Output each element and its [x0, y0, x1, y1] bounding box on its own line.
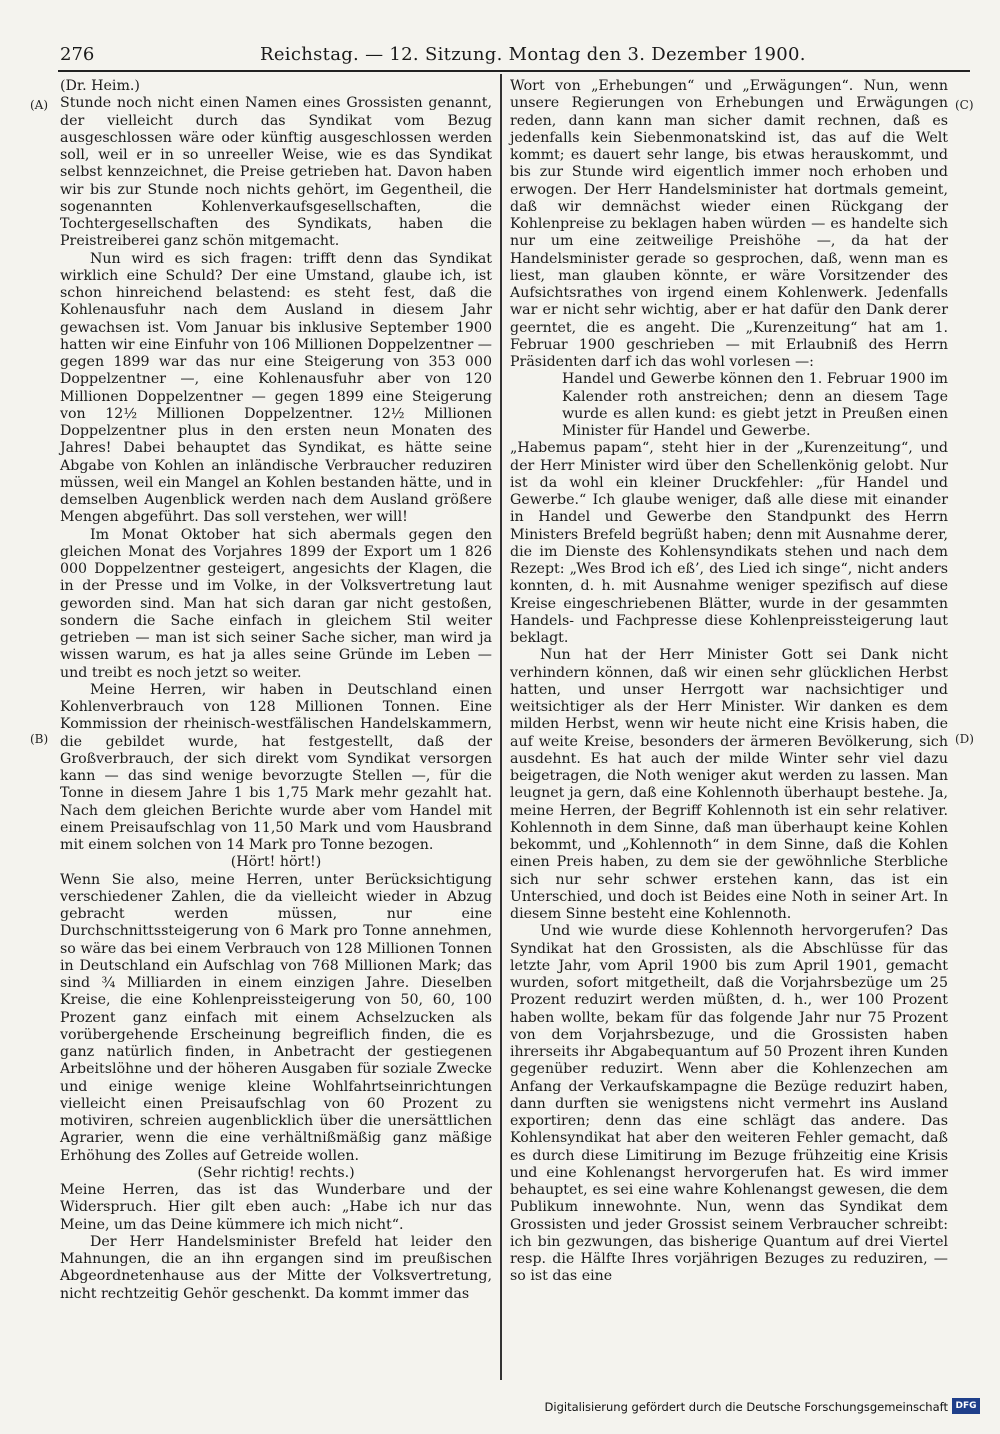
interjection: (Hört! hört!) — [230, 854, 322, 871]
page-number: 276 — [60, 44, 95, 65]
margin-marker-b: (B) — [30, 732, 49, 746]
paragraph: Der Herr Handelsminister Brefeld hat leider den Mahnungen, die an ihn ergangen sind im preußischen Abgeordnetenhause aus der Mitte der Volksvertretung, nicht rechtzeitig Gehör geschenkt. Da kommt immer das — [60, 1233, 492, 1302]
paragraph: Nun hat der Herr Minister Gott sei Dank nicht verhindern können, daß wir einen sehr glücklichen Herbst hatten, und unser Herrgott war nachsichtiger und weitsichtiger als der Herr Minister. Wir danken es dem milden Herbst, wenn wir heute nicht eine Krisis haben, die auf weite Kreise, besonders der ärmeren Bevölkerung, sich ausdehnt. Es hat auch der milde Winter sehr viel dazu beigetragen, die Noth weniger akut werden zu lassen. Man leugnet ja gern, daß eine Kohlennoth überhaupt bestehe. Ja, meine Herren, der Begriff Kohlennoth ist ein sehr relativer. Kohlennoth in dem Sinne, daß man überhaupt keine Kohlen bekommt, und „Kohlennoth“ in dem Sinne, daß die Kohlen einen Preis haben, zu dem sie der gewöhnliche Sterbliche sich nur sehr schwer erstehen kann, das ist ein Unterschied, und doch ist Beides eine Noth in seiner Art. In diesem Sinne besteht eine Kohlennoth. — [510, 647, 948, 922]
block-quote: Handel und Gewerbe können den 1. Februar 1900 im Kalender roth anstreichen; denn an diesem Tage wurde es allen kund: es giebt jetzt in Preußen einen Minister für Handel und Gewerbe. — [562, 371, 948, 439]
running-head: Reichstag. — 12. Sitzung. Montag den 3. Dezember 1900. — [260, 44, 806, 65]
paragraph: Im Monat Oktober hat sich abermals gegen den gleichen Monat des Vorjahres 1899 der Export um 1 826 000 Doppelzentner gesteigert, angesichts der Klagen, die in der Presse und im Volke, in der Volksvertretung laut geworden sind. Man hat sich daran gar nicht gestoßen, sondern die Sache einfach in gleichem Stil weiter getrieben — man ist sich seiner Sache sicher, man wird ja wissen warum, es hat ja alles seine Gründe im Leben — und treibt es noch jetzt so weiter. — [60, 526, 492, 681]
digitization-credit — [544, 1398, 980, 1418]
dfg-logo: DFG — [952, 1398, 980, 1414]
interjection: (Sehr richtig! rechts.) — [197, 1164, 355, 1181]
speaker-label: (Dr. Heim.) — [60, 78, 140, 94]
header-rule — [58, 70, 970, 72]
credit-text: Digitalisierung gefördert durch die Deutsche Forschungsgemeinschaft — [544, 1400, 948, 1414]
paragraph: Meine Herren, das ist das Wunderbare und der Widerspruch. Hier gilt eben auch: „Habe ich nur das Meine, um das Deine kümmere ich mich nicht“. — [60, 1182, 492, 1233]
paragraph: „Habemus papam“, steht hier in der „Kurenzeitung“, und der Herr Minister wird über den Schellenkönig gelobt. Nur ist da wohl ein kleiner Druckfehler: „für Handel und Gewerbe.“ Ich glaube weniger, daß alle diese mit einander in Handel und Gewerbe den Standpunkt des Herrn Ministers Brefeld begrüßt haben; denn mit Ausnahme derer, die im Dienste des Kohlensyndikats stehen und nach dem Rezept: „Wes Brod ich eß’, des Lied ich singe“, nicht anders konnten, d. h. mit Ausnahme weniger spezifisch auf diese Kreise eingeschriebenen Blätter, wurde in der gesammten Handels- und Fachpresse diese Kohlenpreissteigerung laut beklagt. — [510, 440, 948, 646]
right-column — [510, 78, 948, 1286]
paragraph: Meine Herren, wir haben in Deutschland einen Kohlenverbrauch von 128 Millionen Tonnen. Eine Kommission der rheinisch-westfälischen Handelskammern, die gebildet wurde, hat festgestellt, daß der Großverbrauch, der sich direkt vom Syndikat versorgen kann — das sind wenige bevorzugte Stellen —, für die Tonne in diesem Jahre 1 bis 1,75 Mark mehr gezahlt hat. Nach dem gleichen Berichte wurde aber vom Handel mit einem Preisaufschlag von 11,50 Mark und vom Hausbrand mit einem solchen von 14 Mark pro Tonne bezogen. — [60, 681, 492, 853]
margin-marker-c: (C) — [955, 98, 974, 112]
margin-marker-d: (D) — [955, 732, 974, 746]
paragraph: Nun wird es sich fragen: trifft denn das Syndikat wirklich eine Schuld? Der eine Umstand, glaube ich, ist schon hinreichend belastend: es steht fest, daß die Kohlenausfuhr nach dem Ausland in diesem Jahr gewachsen ist. Vom Januar bis inklusive September 1900 hatten wir eine Einfuhr von 106 Millionen Doppelzentner — gegen 1899 war das nur eine Steigerung von 353 000 Doppelzentner —, eine Kohlenausfuhr aber von 120 Millionen Doppelzentner — gegen 1899 eine Steigerung von 12½ Millionen Doppelzentner. 12½ Millionen Doppelzentner plus in den ersten neun Monaten des Jahres! Dabei behauptet das Syndikat, es hätte seine Abgabe von Kohlen an inländische Verbraucher reduziren müssen, weil ein Mangel an Kohlen bestanden hätte, und in demselben Augenblick werden nach dem Ausland größere Mengen abgeführt. Das soll verstehen, wer will! — [60, 250, 492, 526]
paragraph: Wort von „Erhebungen“ und „Erwägungen“. Nun, wenn unsere Regierungen von Erhebungen und Erwägungen reden, dann kann man sicher damit rechnen, daß es jedenfalls kein Siebenmonatskind ist, das auf die Welt kommt; es dauert sehr lange, bis etwas herauskommt, und bis zur Stunde wird eigentlich immer noch erhoben und erwogen. Der Herr Handelsminister hat dortmals gemeint, daß wir demnächst wieder einen Rückgang der Kohlenpreise zu beklagen haben würden — es handelte sich nur um eine zeitweilige Preishöhe —, da hat der Handelsminister gerade so gesprochen, daß, wenn man es liest, man glauben könnte, er wäre Vorsitzender des Aufsichtsrathes von irgend einem Kohlenwerk. Jedenfalls war er nicht sehr wichtig, aber er hat dafür den Dank derer geerntet, die es angeht. Die „Kurenzeitung“ hat am 1. Februar 1900 geschrieben — mit Erlaubniß des Herrn Präsidenten darf ich das wohl vorlesen —: — [510, 78, 948, 370]
column-divider — [500, 74, 502, 1380]
left-column — [60, 78, 492, 1303]
paragraph: Und wie wurde diese Kohlennoth hervorgerufen? Das Syndikat hat den Grossisten, als die Abschlüsse für das letzte Jahr, vom April 1900 bis zum April 1901, gemacht wurden, sofort mitgetheilt, daß die Vorjahrsbezüge um 25 Prozent reduzirt werden müßten, d. h., wer 100 Prozent haben wollte, bekam für das folgende Jahr nur 75 Prozent von dem Vorjahrsbezuge, und die Grossisten haben ihrerseits ihr Abgabequantum auf 50 Prozent ihren Kunden gegenüber reduzirt. Wenn aber die Kohlenzechen am Anfang der Verkaufskampagne die Bezüge reduzirt haben, dann durften sie wenigstens nicht vermehrt ins Ausland exportiren; denn das eine schlägt das andere. Das Kohlensyndikat hat aber den weiteren Fehler gemacht, daß es durch diese Limitirung im Bezuge frühzeitig eine Krisis und eine Kohlenangst hervorgerufen hat. Es wird immer behauptet, es sei eine wahre Kohlenangst gewesen, die dem Publikum innewohnte. Nun, wenn das Syndikat dem Grossisten und jeder Grossist seinem Verbraucher schreibt: ich bin gezwungen, das bisherige Quantum auf drei Viertel resp. die Hälfte Ihres vorjährigen Bezuges zu reduziren, — so ist das eine — [510, 923, 948, 1285]
page-header — [60, 44, 970, 70]
paragraph: Wenn Sie also, meine Herren, unter Berücksichtigung verschiedener Zahlen, die da vielleicht wieder in Abzug gebracht werden müssen, nur eine Durchschnittssteigerung von 6 Mark pro Tonne annehmen, so wäre das bei einem Verbrauch von 128 Millionen Tonnen in Deutschland ein Aufschlag von 768 Millionen Mark; das sind ¾ Milliarden in einem einzigen Jahre. Dieselben Kreise, die eine Kohlenpreissteigerung von 50, 60, 100 Prozent ganz einfach mit einem Achselzucken als vorübergehende Erscheinung begreiflich finden, die es ganz natürlich finden, in Anbetracht der gestiegenen Arbeitslöhne und der höheren Ausgaben für soziale Zwecke und einige wenige kleine Wohlfahrtseinrichtungen vielleicht einen Preisaufschlag von 60 Prozent zu motiviren, schreien augenblicklich über die unersättlichen Agrarier, wenn die eine verhältnißmäßig ganz mäßige Erhöhung des Zolles auf Getreide wollen. — [60, 871, 492, 1164]
paragraph: Stunde noch nicht einen Namen eines Grossisten genannt, der vielleicht durch das Syndikat vom Bezug ausgeschlossen wäre oder künftig ausgeschlossen werden soll, weil er in so unreeller Weise, wie es das Syndikat selbst kennzeichnet, die Preise getrieben hat. Davon haben wir bis zur Stunde noch nichts gehört, im Gegentheil, die sogenannten Kohlenverkaufsgesellschaften, die Tochtergesellschaften des Syndikats, haben die Preistreiberei ganz schön mitgemacht. — [60, 95, 492, 250]
margin-marker-a: (A) — [30, 98, 49, 112]
